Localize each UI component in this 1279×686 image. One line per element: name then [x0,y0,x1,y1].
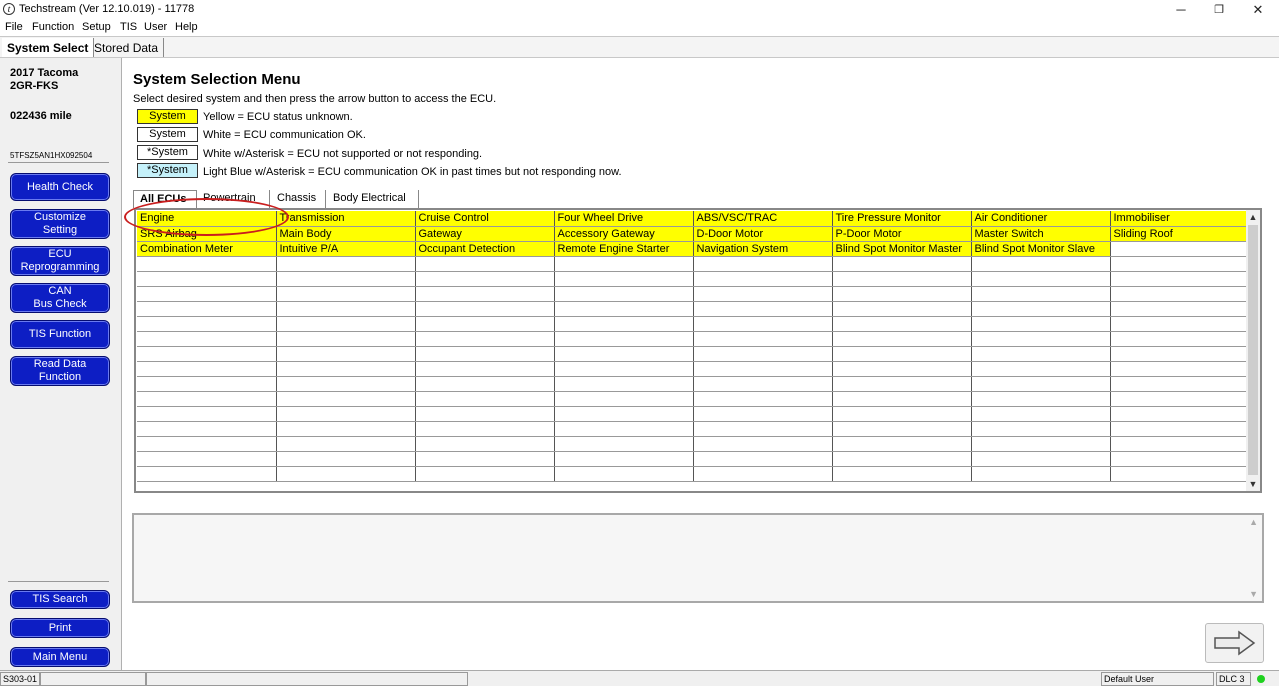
vehicle-vin: 5TFSZ5AN1HX092504 [10,151,93,160]
menu-file[interactable]: File [5,21,23,33]
ecu-cell[interactable]: Immobiliser [1110,211,1248,226]
empty-table-row [137,391,1248,406]
empty-cell [693,391,832,406]
empty-cell [1110,286,1248,301]
empty-cell [971,346,1110,361]
ecu-table-row [137,211,1248,226]
empty-cell [137,361,276,376]
empty-cell [415,316,554,331]
menu-help[interactable]: Help [175,21,198,33]
status-connection: DLC 3 [1216,672,1251,686]
ecu-cell[interactable]: Cruise Control [415,211,554,226]
ecu-cell[interactable]: P-Door Motor [832,226,971,241]
ecu-table [137,211,1249,482]
empty-cell [554,436,693,451]
legend-text-white-asterisk: White w/Asterisk = ECU not supported or not responding. [203,148,483,160]
menu-function[interactable]: Function [32,21,75,33]
ecu-cell[interactable]: SRS Airbag [137,226,276,241]
ecu-cell[interactable]: Blind Spot Monitor Slave [971,241,1110,256]
ecu-cell[interactable]: Four Wheel Drive [554,211,693,226]
empty-cell [276,271,415,286]
empty-cell [1110,241,1248,256]
empty-cell [1110,391,1248,406]
empty-cell [971,331,1110,346]
empty-cell [137,286,276,301]
legend-text-light-blue: Light Blue w/Asterisk = ECU communication OK in past times but not responding now. [203,166,622,178]
empty-cell [554,451,693,466]
empty-cell [693,361,832,376]
empty-cell [832,406,971,421]
tab-chassis[interactable]: Chassis [271,190,326,208]
menu-tis[interactable]: TIS [120,21,138,33]
right-arrow-icon [1206,624,1263,662]
desc-scroll-down-icon[interactable]: ▼ [1249,589,1258,599]
vehicle-engine: 2GR-FKS [10,80,59,92]
ecu-cell[interactable]: D-Door Motor [693,226,832,241]
empty-cell [832,391,971,406]
empty-cell [137,271,276,286]
tis-function-button[interactable]: TIS Function [10,320,110,349]
empty-cell [693,331,832,346]
empty-cell [276,346,415,361]
empty-cell [415,331,554,346]
instructions-text: Select desired system and then press the arrow button to access the ECU. [133,93,497,105]
ecu-system-grid [134,208,1262,493]
legend-box-white: System [137,127,198,142]
empty-cell [971,391,1110,406]
print-button[interactable]: Print [10,618,110,638]
empty-cell [832,316,971,331]
ecu-cell[interactable]: Navigation System [693,241,832,256]
empty-cell [693,376,832,391]
empty-cell [554,391,693,406]
ecu-reprogramming-button[interactable]: ECU Reprogramming [10,246,110,276]
empty-cell [554,406,693,421]
top-tab-strip [0,36,1279,58]
empty-cell [137,466,276,481]
ecu-table-row [137,241,1248,256]
desc-scroll-up-icon[interactable]: ▲ [1249,517,1258,527]
empty-cell [1110,346,1248,361]
empty-cell [276,406,415,421]
empty-cell [832,346,971,361]
ecu-cell[interactable]: Gateway [415,226,554,241]
empty-cell [1110,436,1248,451]
empty-cell [1110,451,1248,466]
empty-cell [693,346,832,361]
techstream-app-icon: t [3,3,15,15]
empty-table-row [137,331,1248,346]
empty-cell [693,436,832,451]
empty-cell [276,376,415,391]
empty-cell [971,376,1110,391]
empty-cell [554,271,693,286]
ecu-cell[interactable]: Occupant Detection [415,241,554,256]
empty-cell [276,466,415,481]
ecu-cell[interactable]: Master Switch [971,226,1110,241]
empty-cell [1110,466,1248,481]
connection-status-led-icon [1257,675,1265,683]
empty-cell [137,346,276,361]
tis-search-button[interactable]: TIS Search [10,590,110,609]
empty-cell [971,256,1110,271]
empty-cell [832,301,971,316]
empty-cell [693,286,832,301]
main-menu-button[interactable]: Main Menu [10,647,110,667]
empty-cell [415,436,554,451]
ecu-cell[interactable]: Intuitive P/A [276,241,415,256]
empty-cell [554,256,693,271]
empty-cell [971,271,1110,286]
empty-cell [554,421,693,436]
empty-cell [832,451,971,466]
empty-cell [693,301,832,316]
empty-table-row [137,376,1248,391]
empty-table-row [137,466,1248,481]
empty-cell [832,331,971,346]
scroll-thumb[interactable] [1248,225,1258,475]
customize-setting-button[interactable]: Customize Setting [10,209,110,239]
status-user: Default User [1101,672,1214,686]
empty-cell [832,286,971,301]
ecu-cell[interactable]: Accessory Gateway [554,226,693,241]
empty-table-row [137,451,1248,466]
ecu-cell[interactable]: Remote Engine Starter [554,241,693,256]
empty-cell [415,466,554,481]
empty-cell [971,436,1110,451]
empty-cell [693,466,832,481]
empty-cell [415,346,554,361]
empty-cell [1110,331,1248,346]
legend-box-white-asterisk: *System [137,145,198,160]
menu-user[interactable]: User [144,21,168,33]
vehicle-model [10,67,78,93]
empty-cell [276,301,415,316]
empty-cell [971,451,1110,466]
tab-all-ecus[interactable]: All ECUs [133,190,197,208]
tab-stored-data[interactable]: Stored Data [89,38,164,57]
minimize-button[interactable]: ─ [1176,2,1186,17]
tab-system-select[interactable]: System Select [2,38,94,57]
vehicle-mileage: 022436 mile [10,110,72,122]
empty-cell [693,406,832,421]
empty-cell [276,331,415,346]
sidebar [0,58,122,670]
empty-cell [276,286,415,301]
status-cell-blank-2 [146,672,468,686]
empty-cell [415,421,554,436]
main-panel [123,58,1279,670]
menu-bar [0,20,1279,36]
empty-cell [137,391,276,406]
empty-cell [1110,301,1248,316]
empty-cell [554,331,693,346]
restore-button[interactable]: ❐ [1214,4,1224,16]
empty-cell [415,256,554,271]
menu-setup[interactable]: Setup [82,21,111,33]
can-bus-check-button[interactable]: CAN Bus Check [10,283,110,313]
empty-table-row [137,286,1248,301]
status-bar [0,670,1279,686]
empty-cell [1110,376,1248,391]
empty-cell [276,451,415,466]
legend-text-white: White = ECU communication OK. [203,129,366,141]
title-bar [0,0,1279,20]
empty-cell [276,316,415,331]
sidebar-divider-bottom [8,581,109,582]
empty-table-row [137,346,1248,361]
empty-cell [693,421,832,436]
empty-table-row [137,301,1248,316]
description-panel [132,513,1264,603]
legend-text-yellow: Yellow = ECU status unknown. [203,111,353,123]
ecu-cell[interactable]: ABS/VSC/TRAC [693,211,832,226]
empty-cell [137,406,276,421]
empty-cell [832,466,971,481]
empty-cell [137,451,276,466]
empty-cell [971,361,1110,376]
empty-cell [1110,361,1248,376]
empty-cell [1110,256,1248,271]
empty-cell [276,436,415,451]
empty-cell [971,316,1110,331]
empty-table-row [137,271,1248,286]
empty-cell [693,256,832,271]
empty-cell [693,451,832,466]
empty-cell [415,361,554,376]
empty-table-row [137,421,1248,436]
next-arrow-button[interactable] [1205,623,1264,663]
empty-cell [137,316,276,331]
ecu-cell[interactable]: Combination Meter [137,241,276,256]
scroll-down-icon[interactable]: ▼ [1248,479,1258,489]
empty-table-row [137,316,1248,331]
empty-cell [832,361,971,376]
empty-cell [137,376,276,391]
empty-table-row [137,406,1248,421]
empty-cell [137,421,276,436]
empty-cell [971,301,1110,316]
ecu-cell[interactable]: Sliding Roof [1110,226,1248,241]
grid-scrollbar[interactable] [1246,210,1260,491]
close-button[interactable]: ✕ [1252,2,1264,17]
empty-cell [971,466,1110,481]
empty-cell [415,286,554,301]
status-cell-blank-1 [40,672,146,686]
empty-cell [137,301,276,316]
empty-cell [415,391,554,406]
empty-cell [832,376,971,391]
empty-cell [137,256,276,271]
tab-powertrain[interactable]: Powertrain [197,190,270,208]
ecu-cell[interactable]: Tire Pressure Monitor [832,211,971,226]
empty-cell [554,316,693,331]
empty-cell [137,436,276,451]
empty-cell [971,286,1110,301]
empty-cell [554,346,693,361]
empty-cell [554,286,693,301]
empty-cell [415,406,554,421]
ecu-cell[interactable]: Blind Spot Monitor Master [832,241,971,256]
empty-cell [137,331,276,346]
ecu-cell[interactable]: Main Body [276,226,415,241]
vehicle-model-year: 2017 Tacoma [10,67,79,79]
empty-cell [693,271,832,286]
ecu-cell[interactable]: Air Conditioner [971,211,1110,226]
legend-box-light-blue: *System [137,163,198,178]
empty-cell [415,376,554,391]
empty-cell [832,271,971,286]
empty-cell [1110,316,1248,331]
empty-cell [554,361,693,376]
empty-cell [832,421,971,436]
empty-cell [415,451,554,466]
read-data-function-button[interactable]: Read Data Function [10,356,110,386]
page-title: System Selection Menu [133,71,301,88]
legend-box-yellow: System [137,109,198,124]
empty-cell [693,316,832,331]
empty-cell [415,271,554,286]
empty-cell [415,301,554,316]
empty-cell [554,301,693,316]
empty-cell [832,436,971,451]
empty-cell [1110,406,1248,421]
window-title: Techstream (Ver 12.10.019) - 11778 [19,3,195,15]
tab-body-electrical[interactable]: Body Electrical [327,190,419,208]
sidebar-divider [8,162,109,163]
empty-cell [1110,271,1248,286]
empty-cell [554,376,693,391]
empty-table-row [137,256,1248,271]
status-code: S303-01 [0,672,40,686]
empty-cell [971,406,1110,421]
empty-cell [276,421,415,436]
ecu-table-row [137,226,1248,241]
empty-table-row [137,361,1248,376]
ecu-cell[interactable]: Transmission [276,211,415,226]
empty-cell [276,391,415,406]
ecu-cell[interactable]: Engine [137,211,276,226]
health-check-button[interactable]: Health Check [10,173,110,201]
empty-cell [1110,421,1248,436]
empty-cell [276,256,415,271]
empty-cell [971,421,1110,436]
empty-table-row [137,436,1248,451]
empty-cell [554,466,693,481]
empty-cell [276,361,415,376]
empty-cell [832,256,971,271]
scroll-up-icon[interactable]: ▲ [1248,212,1258,222]
